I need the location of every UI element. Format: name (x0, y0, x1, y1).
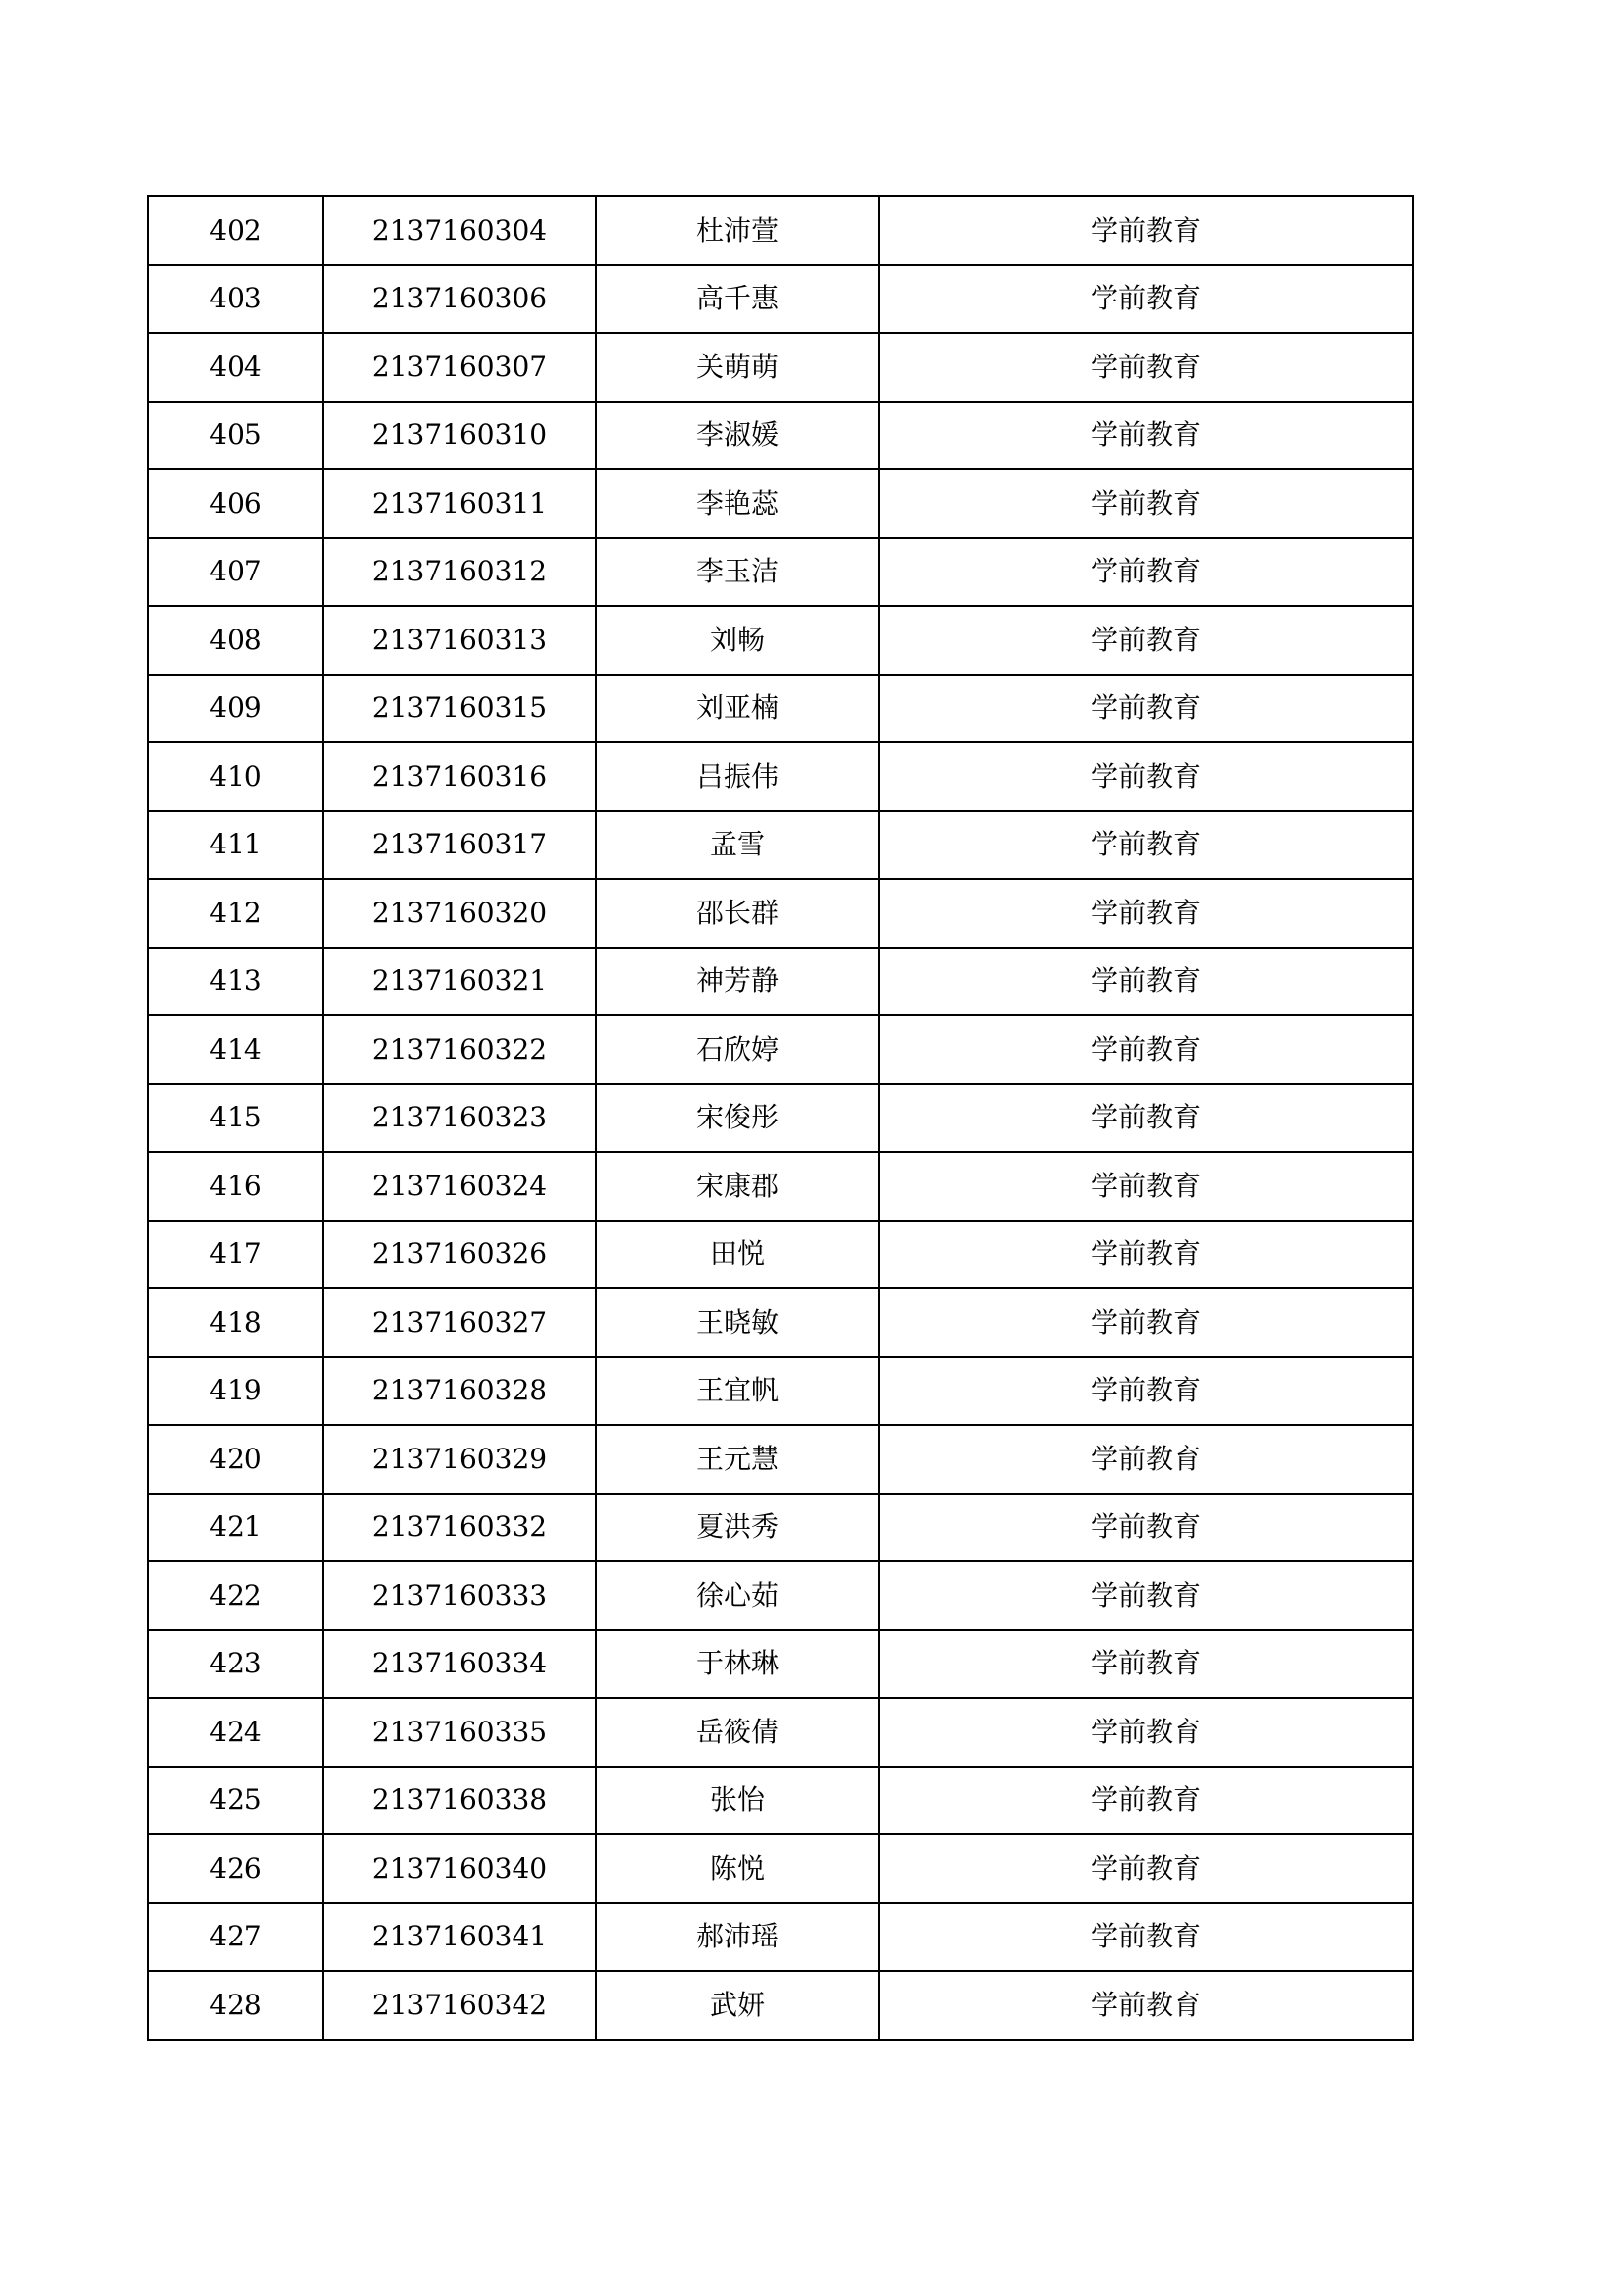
seq-cell: 419 (148, 1357, 323, 1426)
seq-cell: 418 (148, 1288, 323, 1357)
student-id-cell: 2137160338 (323, 1767, 596, 1835)
seq-cell: 409 (148, 675, 323, 743)
table-row (148, 1152, 1413, 1221)
table-row (148, 469, 1413, 538)
table-row (148, 1357, 1413, 1426)
major-cell: 学前教育 (879, 742, 1413, 811)
table-row (148, 675, 1413, 743)
student-id-cell: 2137160323 (323, 1084, 596, 1153)
student-id-cell: 2137160307 (323, 333, 596, 402)
seq-cell: 406 (148, 469, 323, 538)
seq-cell: 405 (148, 402, 323, 470)
name-cell: 李淑媛 (596, 402, 879, 470)
major-cell: 学前教育 (879, 1221, 1413, 1289)
name-cell: 王晓敏 (596, 1288, 879, 1357)
seq-cell: 408 (148, 606, 323, 675)
seq-cell: 407 (148, 538, 323, 607)
seq-cell: 427 (148, 1903, 323, 1972)
seq-cell: 413 (148, 948, 323, 1016)
name-cell: 陈悦 (596, 1834, 879, 1903)
name-cell: 宋康郡 (596, 1152, 879, 1221)
student-id-cell: 2137160310 (323, 402, 596, 470)
seq-cell: 404 (148, 333, 323, 402)
name-cell: 郝沛瑶 (596, 1903, 879, 1972)
table-row (148, 1903, 1413, 1972)
name-cell: 李玉洁 (596, 538, 879, 607)
table-row (148, 402, 1413, 470)
student-id-cell: 2137160324 (323, 1152, 596, 1221)
seq-cell: 425 (148, 1767, 323, 1835)
table-row (148, 1221, 1413, 1289)
table-row (148, 1494, 1413, 1562)
name-cell: 高千惠 (596, 265, 879, 334)
student-roster-table (147, 195, 1414, 2041)
table-row (148, 1288, 1413, 1357)
name-cell: 吕振伟 (596, 742, 879, 811)
major-cell: 学前教育 (879, 1494, 1413, 1562)
seq-cell: 417 (148, 1221, 323, 1289)
name-cell: 武妍 (596, 1971, 879, 2040)
major-cell: 学前教育 (879, 538, 1413, 607)
student-id-cell: 2137160304 (323, 196, 596, 265)
seq-cell: 423 (148, 1630, 323, 1699)
name-cell: 岳筱倩 (596, 1698, 879, 1767)
seq-cell: 424 (148, 1698, 323, 1767)
table-row (148, 333, 1413, 402)
major-cell: 学前教育 (879, 1834, 1413, 1903)
seq-cell: 428 (148, 1971, 323, 2040)
major-cell: 学前教育 (879, 1084, 1413, 1153)
major-cell: 学前教育 (879, 1152, 1413, 1221)
student-id-cell: 2137160320 (323, 879, 596, 948)
student-id-cell: 2137160311 (323, 469, 596, 538)
table-row (148, 1561, 1413, 1630)
student-id-cell: 2137160332 (323, 1494, 596, 1562)
table-row (148, 265, 1413, 334)
seq-cell: 422 (148, 1561, 323, 1630)
name-cell: 邵长群 (596, 879, 879, 948)
student-id-cell: 2137160317 (323, 811, 596, 880)
student-id-cell: 2137160312 (323, 538, 596, 607)
table-row (148, 1698, 1413, 1767)
seq-cell: 416 (148, 1152, 323, 1221)
major-cell: 学前教育 (879, 1903, 1413, 1972)
student-id-cell: 2137160329 (323, 1425, 596, 1494)
student-id-cell: 2137160328 (323, 1357, 596, 1426)
major-cell: 学前教育 (879, 1288, 1413, 1357)
name-cell: 李艳蕊 (596, 469, 879, 538)
student-id-cell: 2137160333 (323, 1561, 596, 1630)
major-cell: 学前教育 (879, 948, 1413, 1016)
major-cell: 学前教育 (879, 1015, 1413, 1084)
student-id-cell: 2137160313 (323, 606, 596, 675)
name-cell: 王元慧 (596, 1425, 879, 1494)
student-id-cell: 2137160322 (323, 1015, 596, 1084)
table-row (148, 1834, 1413, 1903)
table-row (148, 1630, 1413, 1699)
table-row (148, 742, 1413, 811)
major-cell: 学前教育 (879, 1357, 1413, 1426)
student-id-cell: 2137160306 (323, 265, 596, 334)
student-id-cell: 2137160316 (323, 742, 596, 811)
name-cell: 杜沛萱 (596, 196, 879, 265)
major-cell: 学前教育 (879, 469, 1413, 538)
name-cell: 关萌萌 (596, 333, 879, 402)
name-cell: 于林琳 (596, 1630, 879, 1699)
name-cell: 孟雪 (596, 811, 879, 880)
table-row (148, 538, 1413, 607)
name-cell: 张怡 (596, 1767, 879, 1835)
name-cell: 王宜帆 (596, 1357, 879, 1426)
table-row (148, 1767, 1413, 1835)
table-row (148, 948, 1413, 1016)
student-id-cell: 2137160341 (323, 1903, 596, 1972)
seq-cell: 415 (148, 1084, 323, 1153)
name-cell: 徐心茹 (596, 1561, 879, 1630)
name-cell: 神芳静 (596, 948, 879, 1016)
major-cell: 学前教育 (879, 1425, 1413, 1494)
major-cell: 学前教育 (879, 265, 1413, 334)
major-cell: 学前教育 (879, 196, 1413, 265)
student-id-cell: 2137160315 (323, 675, 596, 743)
major-cell: 学前教育 (879, 1767, 1413, 1835)
major-cell: 学前教育 (879, 402, 1413, 470)
major-cell: 学前教育 (879, 675, 1413, 743)
seq-cell: 403 (148, 265, 323, 334)
name-cell: 刘亚楠 (596, 675, 879, 743)
table-row (148, 1084, 1413, 1153)
name-cell: 石欣婷 (596, 1015, 879, 1084)
major-cell: 学前教育 (879, 1630, 1413, 1699)
table-row (148, 196, 1413, 265)
seq-cell: 426 (148, 1834, 323, 1903)
major-cell: 学前教育 (879, 1561, 1413, 1630)
seq-cell: 410 (148, 742, 323, 811)
name-cell: 宋俊彤 (596, 1084, 879, 1153)
major-cell: 学前教育 (879, 811, 1413, 880)
student-id-cell: 2137160335 (323, 1698, 596, 1767)
table-row (148, 606, 1413, 675)
seq-cell: 420 (148, 1425, 323, 1494)
student-id-cell: 2137160334 (323, 1630, 596, 1699)
table-row (148, 811, 1413, 880)
table-row (148, 879, 1413, 948)
student-id-cell: 2137160326 (323, 1221, 596, 1289)
table-row (148, 1425, 1413, 1494)
student-id-cell: 2137160342 (323, 1971, 596, 2040)
major-cell: 学前教育 (879, 333, 1413, 402)
name-cell: 夏洪秀 (596, 1494, 879, 1562)
major-cell: 学前教育 (879, 879, 1413, 948)
seq-cell: 402 (148, 196, 323, 265)
seq-cell: 421 (148, 1494, 323, 1562)
roster-body (148, 196, 1413, 2040)
seq-cell: 411 (148, 811, 323, 880)
name-cell: 刘畅 (596, 606, 879, 675)
table-row (148, 1971, 1413, 2040)
seq-cell: 414 (148, 1015, 323, 1084)
student-id-cell: 2137160321 (323, 948, 596, 1016)
seq-cell: 412 (148, 879, 323, 948)
student-id-cell: 2137160327 (323, 1288, 596, 1357)
student-id-cell: 2137160340 (323, 1834, 596, 1903)
major-cell: 学前教育 (879, 1698, 1413, 1767)
major-cell: 学前教育 (879, 1971, 1413, 2040)
table-row (148, 1015, 1413, 1084)
name-cell: 田悦 (596, 1221, 879, 1289)
major-cell: 学前教育 (879, 606, 1413, 675)
